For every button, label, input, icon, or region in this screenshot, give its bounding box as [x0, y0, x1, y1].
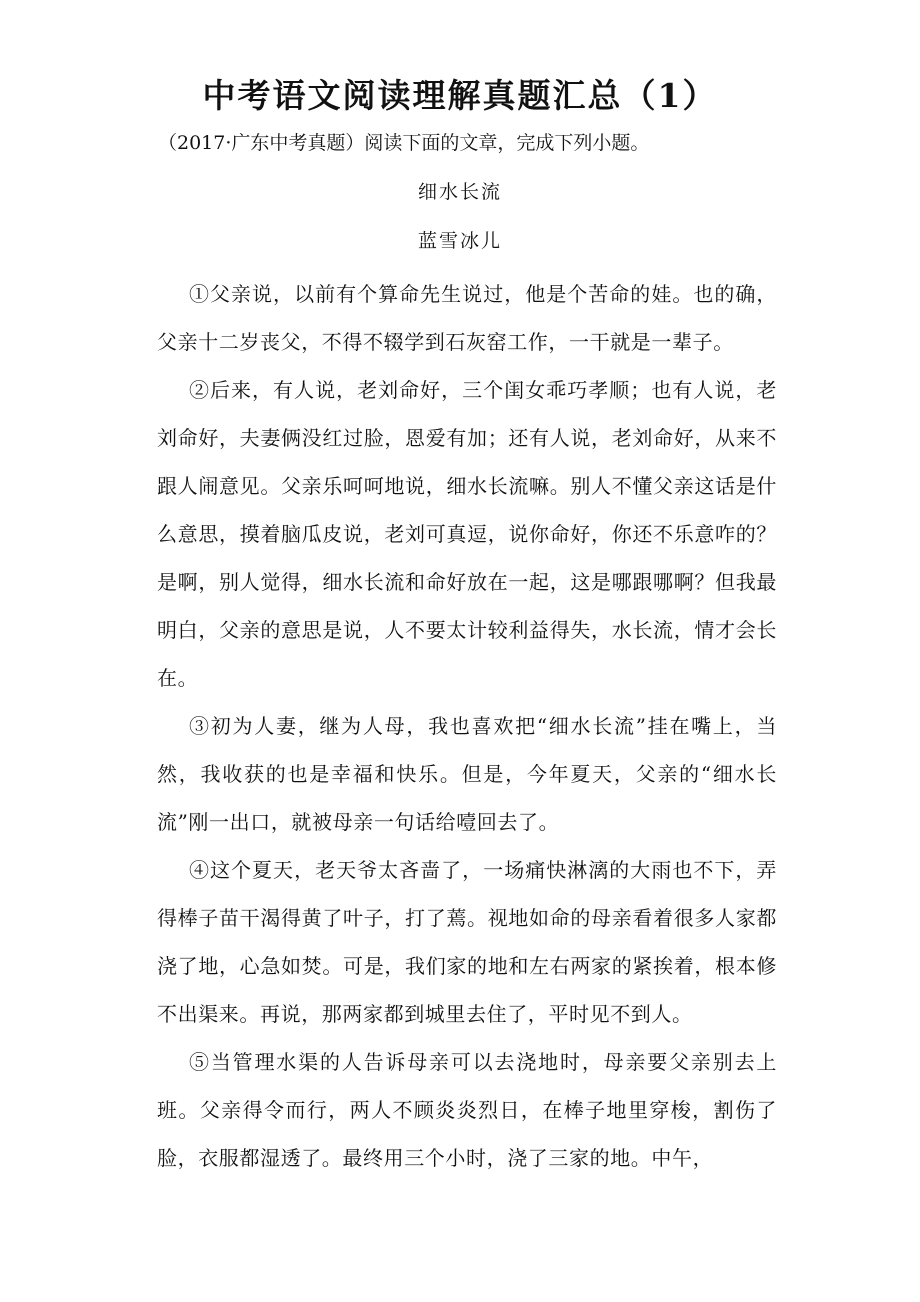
essay-title: 细水长流: [417, 181, 502, 203]
document-title: 中考语文阅读理解真题汇总（1）: [202, 76, 718, 115]
essay-body: [157, 270, 777, 1182]
exam-source-line: （2017·广东中考真题）阅读下面的文章，完成下列小题。: [158, 132, 650, 154]
paragraph-4: ④这个夏天，老天爷太吝啬了，一场痛快淋漓的大雨也不下，弄得棒子苗干渴得黄了叶子，打了蔫。视地如命的母亲看着很多人家都浇了地，心急如焚。可是，我们家的地和左右两家的紧挨着，根本修不出渠来。再说，那两家都到城里去住了，平时见不到人。: [157, 858, 777, 1026]
paragraph-5: ⑤当管理水渠的人告诉母亲可以去浇地时，母亲要父亲别去上班。父亲得令而行，两人不顾炎炎烈日，在棒子地里穿梭，割伤了脸，衣服都湿透了。最终用三个小时，浇了三家的地。中午，: [157, 1050, 777, 1170]
paragraph-2: ②后来，有人说，老刘命好，三个闺女乖巧孝顺；也有人说，老刘命好，夫妻俩没红过脸，恩爱有加；还有人说，老刘命好，从来不跟人闹意见。父亲乐呵呵地说，细水长流嘛。别人不懂父亲这话是什么意思，摸着脑瓜皮说，老刘可真逗，说你命好，你还不乐意咋的？是啊，别人觉得，细水长流和命好放在一起，这是哪跟哪啊？但我最明白，父亲的意思是说，人不要太计较利益得失，水长流，情才会长在。: [157, 378, 777, 690]
paragraph-3: ③初为人妻，继为人母，我也喜欢把“细水长流”挂在嘴上，当然，我收获的也是幸福和快乐。但是，今年夏天，父亲的“细水长流”刚一出口，就被母亲一句话给噎回去了。: [157, 714, 777, 834]
paragraph-1: ①父亲说，以前有个算命先生说过，他是个苦命的娃。也的确，父亲十二岁丧父，不得不辍学到石灰窑工作，一干就是一辈子。: [157, 282, 777, 354]
essay-author: 蓝雪冰儿: [417, 230, 502, 252]
